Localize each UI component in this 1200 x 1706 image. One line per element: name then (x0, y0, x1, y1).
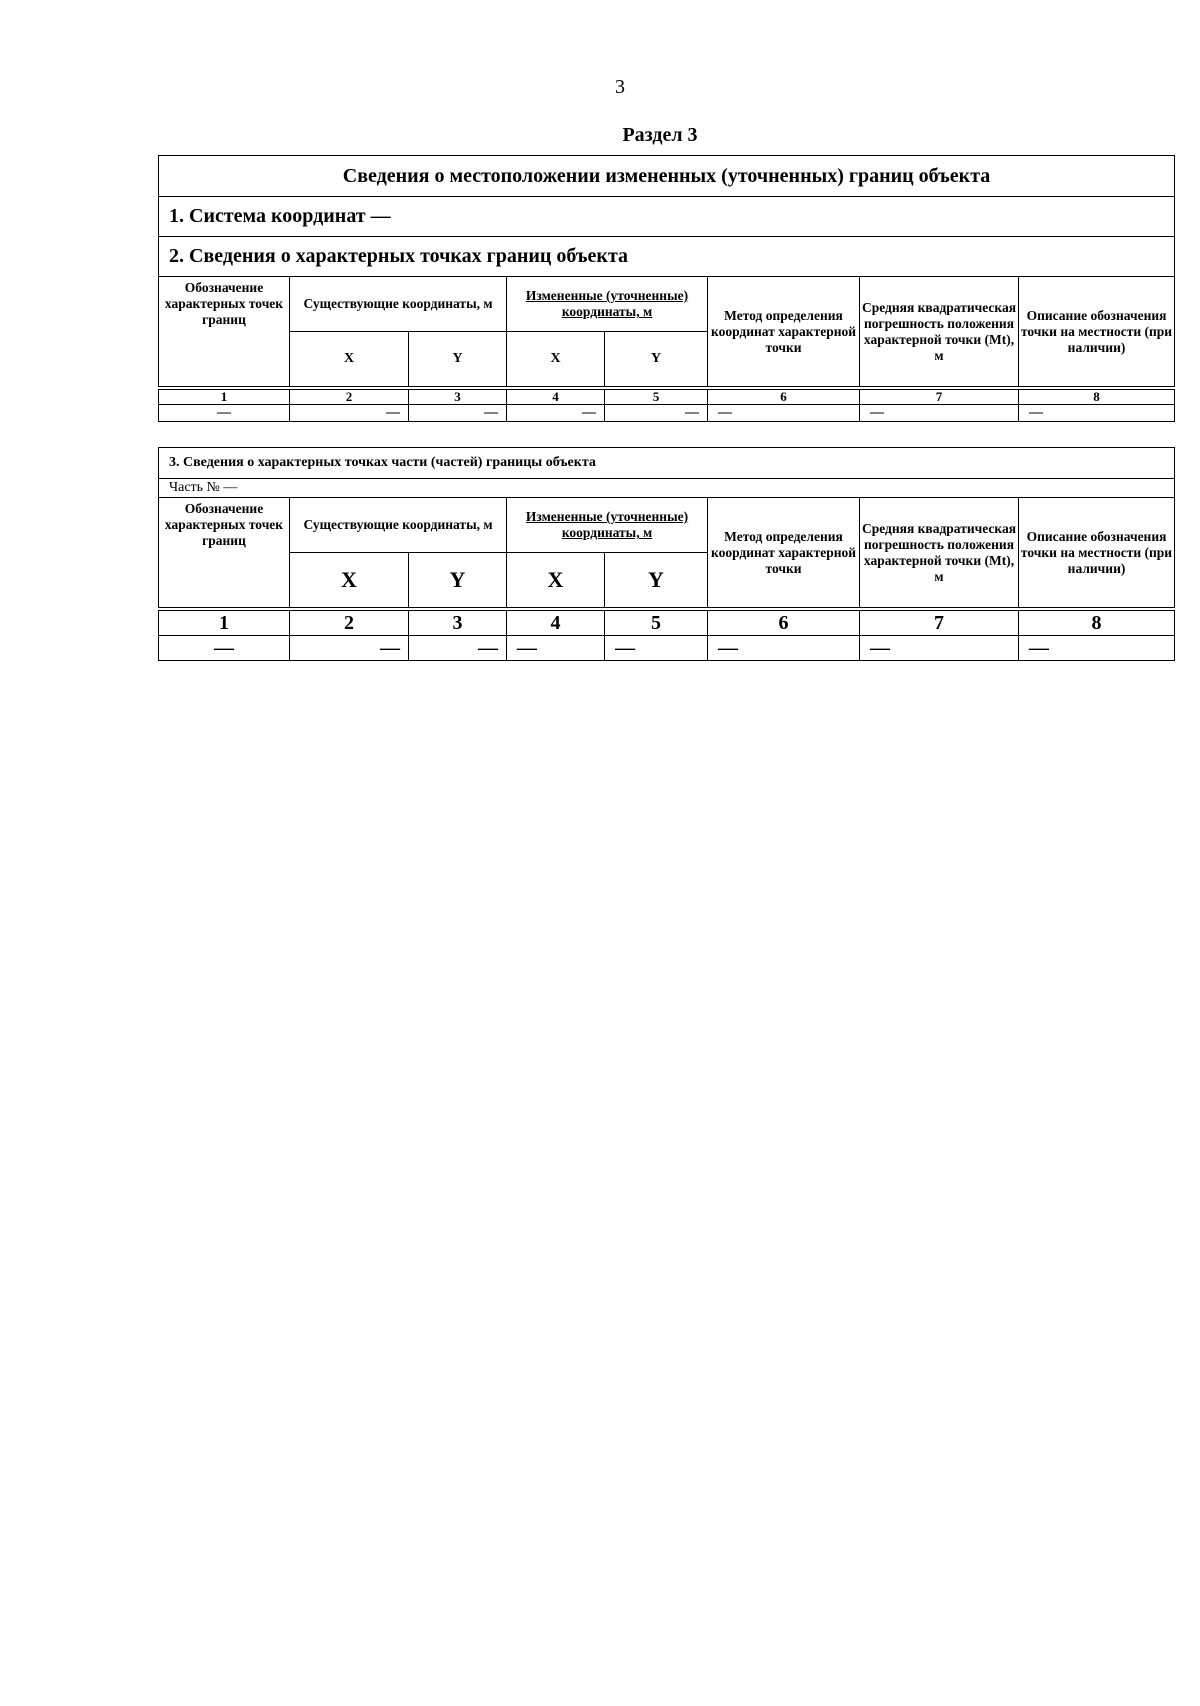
header-error: Средняя квадратическая погрешность положения характерной точки (Mt), м (860, 277, 1019, 387)
column-number: 2 (290, 390, 409, 405)
column-number: 1 (159, 611, 290, 636)
column-number: 2 (290, 611, 409, 636)
table-cell: — (409, 405, 507, 422)
column-number: 3 (409, 611, 507, 636)
header-changed-x: X (507, 332, 605, 387)
header-description: Описание обозначения точки на местности (при наличии) (1019, 498, 1175, 608)
column-number: 6 (708, 611, 860, 636)
table-cell: — (860, 405, 1019, 422)
table-cell: — (708, 636, 860, 661)
column-number: 1 (159, 390, 290, 405)
header-existing: Существующие координаты, м (290, 277, 507, 332)
column-number: 5 (605, 390, 708, 405)
header-method: Метод определения координат характерной точки (708, 498, 860, 608)
column-number: 6 (708, 390, 860, 405)
header-existing-x: X (290, 332, 409, 387)
header-existing-x: X (290, 553, 409, 608)
column-number: 8 (1019, 390, 1175, 405)
header-changed-x: X (507, 553, 605, 608)
header-designation: Обозначение характерных точек границ (159, 277, 290, 387)
table-cell: — (1019, 636, 1175, 661)
table-row (159, 405, 1175, 422)
header-changed: Измененные (уточненные) координаты, м (507, 498, 708, 553)
column-number: 4 (507, 611, 605, 636)
table-cell: — (159, 405, 290, 422)
header-changed: Измененные (уточненные) координаты, м (507, 277, 708, 332)
table-title: Сведения о местоположении измененных (уточненных) границ объекта (159, 156, 1175, 197)
header-existing-y: Y (409, 553, 507, 608)
table-cell: — (605, 405, 708, 422)
table-cell: — (708, 405, 860, 422)
table-cell: — (290, 405, 409, 422)
header-designation: Обозначение характерных точек границ (159, 498, 290, 608)
header-existing-y: Y (409, 332, 507, 387)
header-method: Метод определения координат характерной точки (708, 277, 860, 387)
header-changed-y: Y (605, 553, 708, 608)
column-number: 7 (860, 611, 1019, 636)
column-number: 7 (860, 390, 1019, 405)
coord-system-label: 1. Система координат — (159, 197, 1175, 237)
table-cell: — (1019, 405, 1175, 422)
column-number: 3 (409, 390, 507, 405)
column-number: 8 (1019, 611, 1175, 636)
table-cell: — (507, 405, 605, 422)
boundary-points-table (158, 155, 1175, 422)
part-number-label: Часть № — (159, 479, 1175, 498)
column-number: 4 (507, 390, 605, 405)
header-error: Средняя квадратическая погрешность положения характерной точки (Mt), м (860, 498, 1019, 608)
header-changed-y: Y (605, 332, 708, 387)
table-cell: — (290, 636, 409, 661)
table-row (159, 636, 1175, 661)
points-heading: 2. Сведения о характерных точках границ объекта (159, 237, 1175, 277)
page-number: 3 (615, 76, 625, 98)
part-points-table (158, 447, 1175, 661)
section-title: Раздел 3 (622, 124, 698, 146)
table-cell: — (507, 636, 605, 661)
column-number: 5 (605, 611, 708, 636)
table-cell: — (605, 636, 708, 661)
table-cell: — (860, 636, 1019, 661)
part-heading: 3. Сведения о характерных точках части (частей) границы объекта (159, 448, 1175, 479)
table-cell: — (159, 636, 290, 661)
header-description: Описание обозначения точки на местности (при наличии) (1019, 277, 1175, 387)
table-cell: — (409, 636, 507, 661)
header-existing: Существующие координаты, м (290, 498, 507, 553)
